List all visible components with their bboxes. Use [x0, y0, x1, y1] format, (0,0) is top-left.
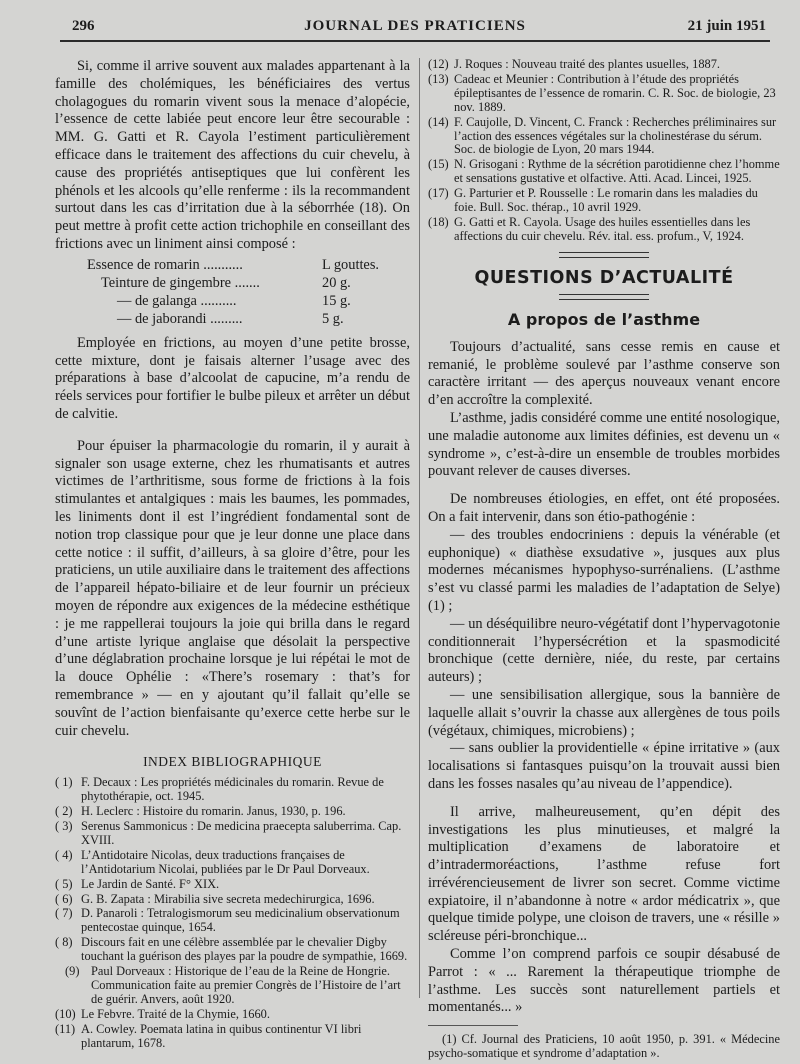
- ref-text: Discours fait en une célèbre assemblée par le chevalier Digby touchant la guérison des playes par la poudre de sympathie, 1669.: [81, 935, 408, 964]
- bibliography-item: [55, 820, 410, 848]
- ref-text: D. Panaroli : Tetralogismorum seu medicinalium observationum pentecostae quinque, 1654.: [81, 906, 400, 935]
- ref-text: A. Cowley. Poemata latina in quibus continentur VI libri plantarum, 1678.: [81, 1021, 362, 1050]
- paragraph: — une sensibilisation allergique, sous la bannière de laquelle allait s’ouvrir la chasse aux allergènes de tous poils (végétaux, chimiques, microbiens) ;: [428, 686, 780, 739]
- ref-number: ( 1): [55, 775, 73, 790]
- paragraph: — sans oublier la providentielle « épine irritative » (aux localisations si fantasques puisqu’on la trouvait aussi bien dans les fosses nasales qu’au niveau de l’appendice).: [428, 740, 780, 792]
- bibliography-item: [55, 936, 410, 964]
- recipe-quantity: 15 g.: [322, 292, 351, 309]
- ref-number: ( 2): [55, 804, 73, 819]
- bibliography-title: INDEX BIBLIOGRAPHIQUE: [143, 754, 322, 770]
- bibliography-item: [428, 58, 780, 72]
- ref-number: ( 4): [55, 847, 73, 862]
- paragraph: L’asthme, jadis considéré comme une entité nosologique, une maladie autonome aux limites définies, est devenu un « syndrome », c’est-à-dire un ensemble de troubles morbides pouvant relever de causes diverses.: [428, 409, 780, 480]
- ref-number: ( 6): [55, 891, 73, 906]
- bibliography-item: [428, 158, 780, 186]
- ref-number: ( 8): [55, 935, 73, 950]
- page-number: 296: [72, 18, 95, 34]
- ref-text: J. Roques : Nouveau traité des plantes usuelles, 1887.: [454, 57, 721, 71]
- recipe-row: [87, 275, 410, 293]
- paragraph: — un déséquilibre neuro-végétatif dont l’hypervagotonie conditionnerait l’hypersécrétion et la spasmodicité bronchique (cette dernière, niée, du reste, par certains auteurs) ;: [428, 615, 780, 686]
- recipe-ingredient: — de galanga ..........: [117, 292, 237, 309]
- ref-number: ( 5): [55, 876, 73, 891]
- ref-number: (17): [428, 186, 449, 201]
- paragraph: Si, comme il arrive souvent aux malades appartenant à la famille des cholémiques, les bénéficiaires des vertus cholagogues du romarin vivent sous la menace d’alopécie, l’essence de cette labiée peut encore leur être secourable : MM. G. Gatti et R. Cayola l’estiment particulièrement efficace dans le traitement des affections du cuir chevelu, à cause des propriétés antiseptiques que lui confèrent les phénols et les alcools qu’elle renferme : ils la recommandent surtout dans les cas d’irritation due à la séborrhée (18). On peut mettre à profit cette action trichophile en conseillant des frictions avec un liniment ainsi composé :: [55, 58, 410, 252]
- column-divider: [419, 58, 420, 998]
- recipe-quantity: L gouttes.: [322, 256, 380, 273]
- ref-text: F. Decaux : Les propriétés médicinales du romarin. Revue de phytothérapie, oct. 1945.: [81, 775, 384, 804]
- recipe-row: [87, 293, 410, 311]
- page-header: [60, 14, 770, 42]
- paragraph: Pour épuiser la pharmacologie du romarin, il y aurait à signaler son usage externe, chez les rhumatisants et autres victimes de l’arthritisme, sous forme de frictions à la fois stimulantes et antalgiques : mais les baumes, les pommades, les liniments dont il est l’ingrédient fondamental sont de notion trop classique pour que je leur donne une place dans cette notice : il suffit, d’ailleurs, à sa gloire d’être, pour les praticiens, un utile auxiliaire dans le traitement des affections de l’appareil hépato-biliaire et de leur fournir un précieux moyen de répondre aux exigences de la médecine esthétique : je me rappellerai toujours la joie qui brilla dans le regard d’une artiste lyrique anglaise que désolait la perspective d’une déglabration prochaine lorsque je lui répétai le mot de la douce Ophélie : «There’s rosemary : that’s for remembrance » — en y ajoutant qu’il fallait qu’elle se souvînt de l’action bienfaisante qu’exerce cette herbe sur le cuir chevelu.: [55, 437, 410, 739]
- ref-text: G. B. Zapata : Mirabilia sive secreta medechirurgica, 1696.: [81, 891, 375, 906]
- section-rule: [559, 252, 649, 258]
- recipe-quantity: 20 g.: [322, 274, 351, 291]
- ref-text: Paul Dorveaux : Historique de l’eau de la Reine de Hongrie. Communication faite au premier Congrès de l’Histoire de l’art de guérir. Anvers, août 1920.: [91, 964, 401, 1006]
- right-column: [428, 58, 780, 1060]
- footnote: (1) Cf. Journal des Praticiens, 10 août 1950, p. 391. « Médecine psycho-somatique et syndrome d’adaptation ».: [428, 1032, 780, 1061]
- bibliography-item: [55, 878, 410, 892]
- bibliography-item: [55, 1008, 410, 1022]
- ref-number: (18): [428, 214, 449, 229]
- bibliography-item: [428, 73, 780, 115]
- ref-text: Cadeac et Meunier : Contribution à l’étude des propriétés épileptisantes de l’essence de romarin. C. R. Soc. de biologie, 23 nov. 1889.: [454, 71, 776, 114]
- paragraph: Toujours d’actualité, sans cesse remis en cause et remanié, le problème soulevé par l’asthme conserve son caractère irritant — des aperçus nouveaux venant encore d’en accroître la complexité.: [428, 338, 780, 409]
- ref-number: ( 7): [55, 906, 73, 921]
- paragraph: — des troubles endocriniens : depuis la vénérable (et euphonique) « diathèse exsudative », jusques aux plus modernes mécanismes hypophyso-surrénaliens. (L’asthme s’est vu classé parmi les maladies de l’adaptation de Selye) (1) ;: [428, 526, 780, 614]
- recipe-row: [87, 311, 410, 329]
- ref-text: Le Febvre. Traité de la Chymie, 1660.: [81, 1006, 270, 1021]
- ref-text: Serenus Sammonicus : De medicina praecepta saluberrima. Cap. XVIII.: [81, 819, 402, 847]
- paragraph: Comme l’on comprend parfois ce soupir désabusé de Parrot : « ... Rarement la thérapeutique triomphe de l’asthme. Les succès sont naturellement partiels et momentanés... »: [428, 946, 780, 1016]
- paragraph: Employée en frictions, au moyen d’une petite brosse, cette mixture, dont je faisais alterner l’usage avec des préparations à base d’alcoolat de capucine, m’a rendu de réels services pour fortifier le bulbe pileux et arrêter un début de calvitie.: [55, 334, 410, 422]
- bibliography-list: [55, 776, 410, 1050]
- bibliography-item: [55, 805, 410, 819]
- bibliography-item: [428, 216, 780, 244]
- bibliography-item: [55, 965, 410, 1007]
- ref-number: (14): [428, 114, 449, 129]
- paragraph: De nombreuses étiologies, en effet, ont été proposées. On a fait intervenir, dans son étio-pathogénie :: [428, 491, 780, 525]
- recipe-ingredient: Teinture de gingembre .......: [101, 274, 260, 291]
- bibliography-item: [55, 907, 410, 935]
- ref-text: N. Grisogani : Rythme de la sécrétion parotidienne chez l’homme et sensations gustative et olfactive. Atti. Acad. Lincei, 1925.: [454, 157, 780, 186]
- bibliography-item: [55, 849, 410, 877]
- ref-number: (9): [65, 964, 80, 979]
- ref-text: L’Antidotaire Nicolas, deux traductions françaises de l’Antidotarium Nicolai, publiées par le Dr Paul Dorveaux.: [81, 847, 370, 876]
- issue-date: 21 juin 1951: [687, 18, 766, 34]
- ref-text: Le Jardin de Santé. F° XIX.: [81, 876, 220, 891]
- footnote-rule: [428, 1025, 518, 1026]
- recipe-quantity: 5 g.: [322, 310, 344, 327]
- bibliography-list-continued: [428, 58, 780, 244]
- left-column: [55, 58, 410, 1052]
- bibliography-item: [428, 116, 780, 158]
- recipe-list: [87, 257, 410, 329]
- recipe-ingredient: — de jaborandi .........: [117, 310, 243, 327]
- ref-text: H. Leclerc : Histoire du romarin. Janus, 1930, p. 196.: [81, 804, 346, 819]
- recipe-ingredient: Essence de romarin ...........: [87, 256, 243, 273]
- ref-text: G. Parturier et P. Rousselle : Le romarin dans les maladies du foie. Bull. Soc. thérap., 10 avril 1929.: [454, 186, 758, 215]
- ref-number: (10): [55, 1006, 76, 1021]
- ref-number: (15): [428, 157, 449, 172]
- bibliography-item: [55, 776, 410, 804]
- bibliography-item: [55, 1023, 410, 1051]
- article-title: A propos de l’asthme: [507, 309, 701, 329]
- ref-number: (13): [428, 71, 449, 86]
- section-title: QUESTIONS D’ACTUALITÉ: [474, 267, 734, 288]
- ref-number: (11): [55, 1021, 76, 1036]
- section-rule: [559, 294, 649, 300]
- paragraph: Il arrive, malheureusement, qu’en dépit des investigations les plus minutieuses, et malgré la multiplication d’examens de laboratoire et d’intradermoréactions, l’asthme refuse fort irrévérencieusement de livrer son secret. Comme victime expiatoire, il n’abandonne à notre « ardor médicatrix », que quelque timide polype, une cloison de travers, une « résille » scléreuse péri-bronchique...: [428, 803, 780, 945]
- bibliography-item: [428, 187, 780, 215]
- bibliography-item: [55, 893, 410, 907]
- ref-number: (12): [428, 57, 449, 71]
- journal-title: JOURNAL DES PRATICIENS: [304, 18, 526, 34]
- recipe-row: [87, 257, 410, 275]
- ref-text: G. Gatti et R. Cayola. Usage des huiles essentielles dans les affections du cuir chevelu. Rév. ital. ess. profum., V, 1924.: [454, 214, 751, 243]
- ref-number: ( 3): [55, 819, 73, 834]
- ref-text: F. Caujolle, D. Vincent, C. Franck : Recherches préliminaires sur l’action des essences végétales sur la cholinestérase du sérum. Soc. de biologie de Lyon, 20 mars 1944.: [454, 114, 777, 157]
